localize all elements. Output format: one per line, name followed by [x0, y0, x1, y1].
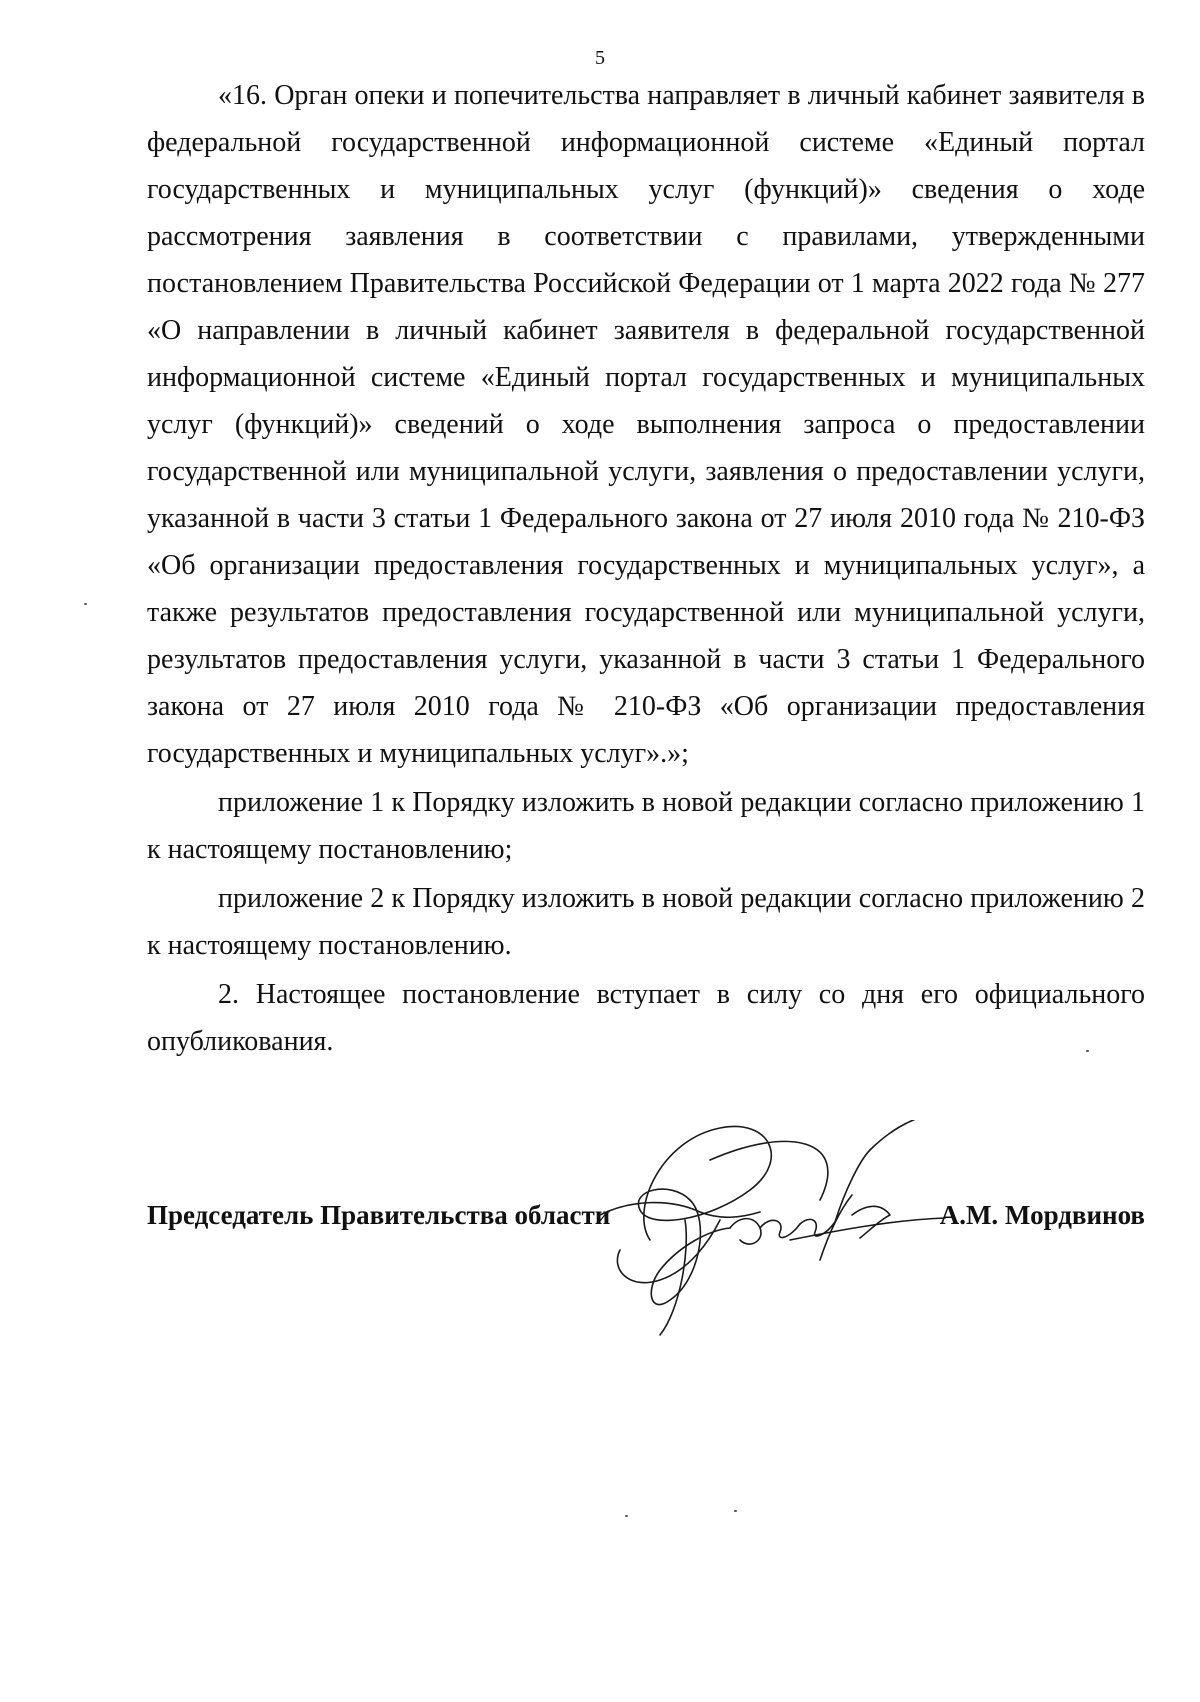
scan-speck [1086, 1050, 1089, 1052]
handwritten-signature [590, 1120, 950, 1340]
signatory-name: А.М. Мордвинов [939, 1200, 1145, 1230]
paragraph-appendix-2: приложение 2 к Порядку изложить в новой редакции согласно приложению 2 к настоящему постановлению. [147, 883, 1145, 961]
scan-speck [84, 603, 87, 605]
page-number: 5 [595, 47, 605, 69]
scan-speck [734, 1510, 737, 1512]
document-body [147, 72, 1145, 1065]
paragraph-amendment-16: «16. Орган опеки и попечительства направляет в личный кабинет заявителя в федеральной государственной информационной системе «Единый портал государственных и муниципальных услуг (функций)» сведения о ходе рассмотрения заявления в соответствии с правилами, утвержденными постановлением Правительства Российской Федерации от 1 марта 2022 года № 277 «О направлении в личный кабинет заявителя в федеральной государственной информационной системе «Единый портал государственных и муниципальных услуг (функций)» сведений о ходе выполнения запроса о предоставлении государственной или муниципальной услуги, заявления о предоставлении услуги, указанной в части 3 статьи 1 Федерального закона от 27 июля 2010 года № 210-ФЗ «Об организации предоставления государственных и муниципальных услуг», а также результатов предоставления государственной или муниципальной услуги, результатов предоставления услуги, указанной в части 3 статьи 1 Федерального закона от 27 июля 2010 года № 210-ФЗ «Об организации предоставления государственных и муниципальных услуг».»; [147, 80, 1145, 769]
signatory-title: Председатель Правительства области [147, 1200, 611, 1230]
paragraph-appendix-1: приложение 1 к Порядку изложить в новой редакции согласно приложению 1 к настоящему постановлению; [147, 787, 1145, 865]
paragraph-effective-date: 2. Настоящее постановление вступает в силу со дня его официального опубликования. [147, 979, 1145, 1057]
scan-speck [625, 1515, 628, 1517]
